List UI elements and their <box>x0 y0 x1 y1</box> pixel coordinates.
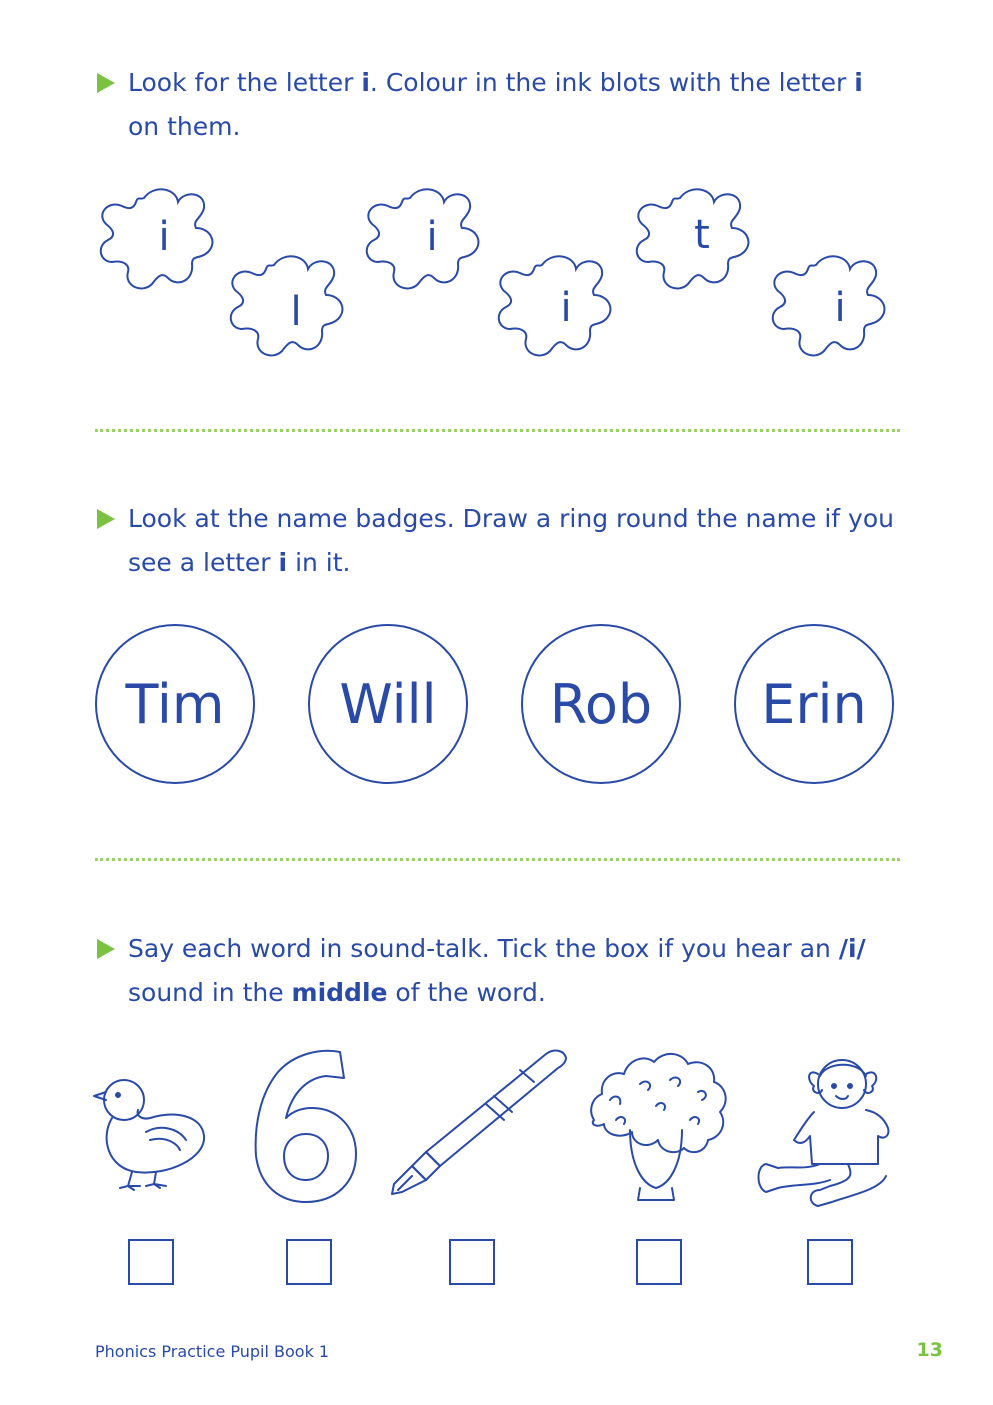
pen-icon <box>392 1051 566 1194</box>
name-badge-rob[interactable] <box>521 624 681 784</box>
ink-blot-3[interactable] <box>367 189 479 288</box>
instruction-3-line-1: Say each word in sound-talk. Tick the box if you hear an /i/ <box>128 934 866 963</box>
play-arrow-icon <box>95 508 117 530</box>
page-number: 13 <box>916 1339 943 1361</box>
instruction-2-line-2: see a letter i in it. <box>128 548 351 577</box>
tick-box-5[interactable] <box>807 1239 853 1285</box>
instruction-3-line-2: sound in the middle of the word. <box>128 978 546 1007</box>
instruction-1-line-2: on them. <box>128 112 241 141</box>
instruction-2-line-1: Look at the name badges. Draw a ring round the name if you <box>128 504 894 533</box>
svg-text:i: i <box>560 285 572 331</box>
section-divider-1 <box>95 429 900 432</box>
badge-label: Rob <box>549 672 653 736</box>
badge-label: Tim <box>125 672 225 736</box>
badge-label: Erin <box>761 672 867 736</box>
doll-icon <box>759 1060 889 1206</box>
play-arrow-icon <box>95 938 117 960</box>
picture-row <box>0 1040 993 1210</box>
svg-text:i: i <box>834 285 846 331</box>
tick-box-4[interactable] <box>636 1239 682 1285</box>
ink-blot-2[interactable] <box>231 256 343 355</box>
name-badge-will[interactable] <box>308 624 468 784</box>
section-divider-2 <box>95 858 900 861</box>
name-badge-tim[interactable] <box>95 624 255 784</box>
ink-blot-6[interactable] <box>773 256 885 355</box>
ink-blots <box>0 170 993 370</box>
name-badge-erin[interactable] <box>734 624 894 784</box>
curly-hair-icon <box>591 1054 725 1200</box>
ink-blot-5[interactable] <box>637 189 749 288</box>
book-title: Phonics Practice Pupil Book 1 <box>95 1342 330 1361</box>
svg-text:i: i <box>158 214 170 260</box>
svg-text:i: i <box>426 214 438 260</box>
ink-blot-1[interactable] <box>101 189 213 288</box>
instruction-1-line-1: Look for the letter i. Colour in the ink blots with the letter i <box>128 68 863 97</box>
chick-icon <box>94 1080 204 1190</box>
play-arrow-icon <box>95 72 117 94</box>
svg-text:t: t <box>694 212 710 258</box>
tick-box-1[interactable] <box>128 1239 174 1285</box>
ink-blot-4[interactable] <box>499 256 611 355</box>
badge-label: Will <box>339 672 437 736</box>
tick-box-2[interactable] <box>286 1239 332 1285</box>
tick-box-3[interactable] <box>449 1239 495 1285</box>
six-icon <box>256 1051 356 1202</box>
svg-text:l: l <box>290 289 302 335</box>
